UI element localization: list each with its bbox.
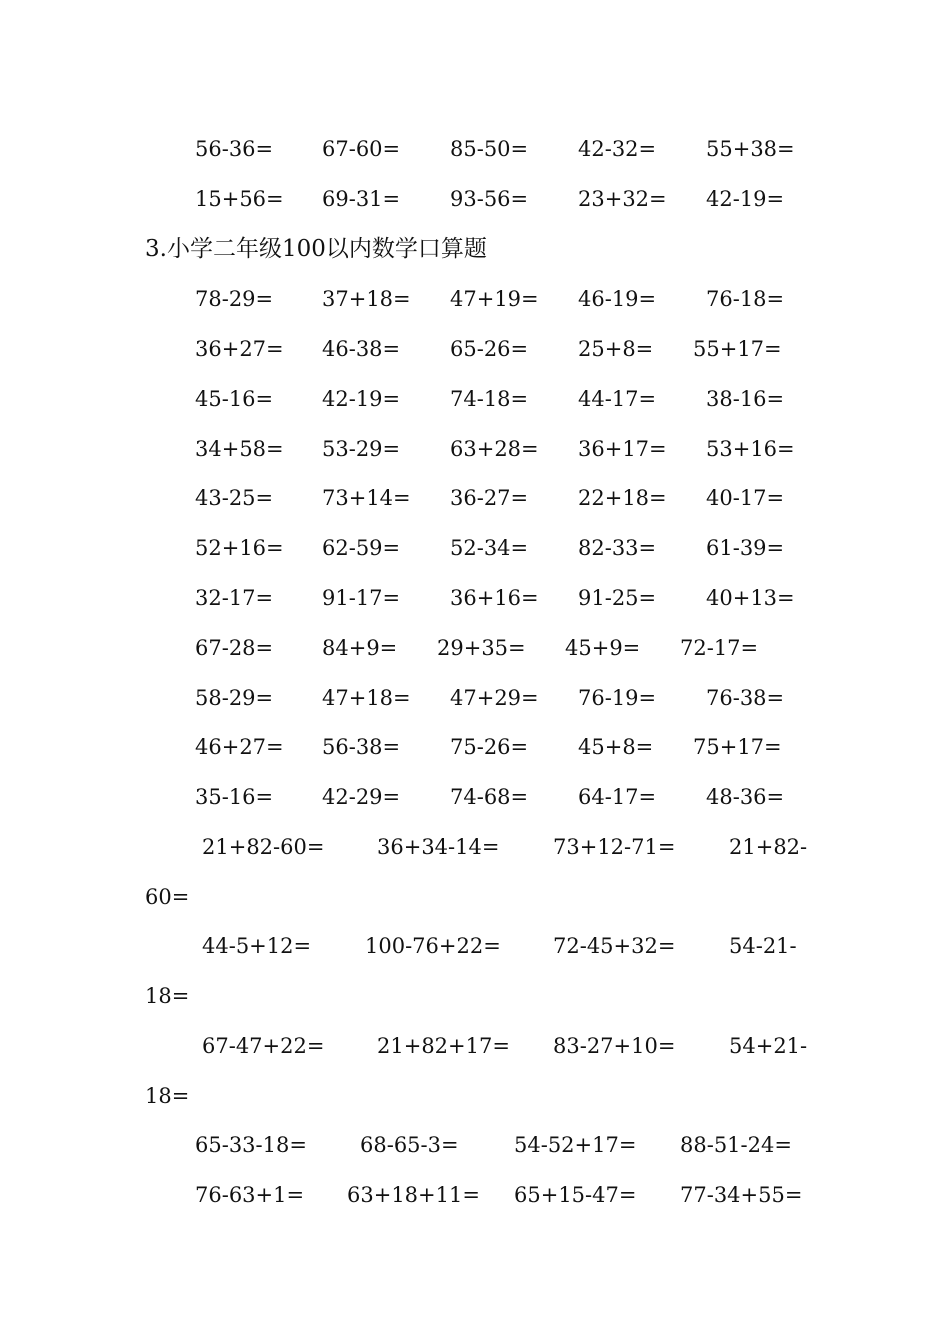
problem: 62-59= (322, 536, 401, 560)
problem: 56-36= (195, 137, 274, 161)
problem: 84+9= (322, 636, 398, 660)
problem: 52-34= (450, 536, 529, 560)
problem-row (0, 1180, 950, 1210)
problem: 48-36= (706, 785, 785, 809)
problem: 58-29= (195, 686, 274, 710)
problem: 54+21- (729, 1034, 808, 1058)
problem: 67-28= (195, 636, 274, 660)
problem-row (0, 184, 950, 214)
problem: 42-19= (322, 387, 401, 411)
problem: 32-17= (195, 586, 274, 610)
problem: 29+35= (437, 636, 526, 660)
problem: 53+16= (706, 437, 795, 461)
problem-row (0, 1130, 950, 1160)
problem: 56-38= (322, 735, 401, 759)
problem: 63+28= (450, 437, 539, 461)
problem: 38-16= (706, 387, 785, 411)
problem: 53-29= (322, 437, 401, 461)
problem-row-wrap (0, 1081, 950, 1111)
problem: 78-29= (195, 287, 274, 311)
problem: 21+82+17= (377, 1034, 510, 1058)
problem: 47+29= (450, 686, 539, 710)
problem: 36+16= (450, 586, 539, 610)
section-heading: 3.小学二年级100以内数学口算题 (145, 236, 487, 262)
problem: 91-25= (578, 586, 657, 610)
problem: 21+82- (729, 835, 808, 859)
problem: 42-29= (322, 785, 401, 809)
problem-row (0, 1031, 950, 1061)
problem-row (0, 334, 950, 364)
problem: 55+38= (706, 137, 795, 161)
problem: 45+8= (578, 735, 654, 759)
problem: 74-18= (450, 387, 529, 411)
problem: 46-38= (322, 337, 401, 361)
problem: 82-33= (578, 536, 657, 560)
problem: 77-34+55= (680, 1183, 803, 1207)
problem: 34+58= (195, 437, 284, 461)
problem-row (0, 832, 950, 862)
problem: 63+18+11= (347, 1183, 480, 1207)
problem: 52+16= (195, 536, 284, 560)
problem-row (0, 483, 950, 513)
problem: 46+27= (195, 735, 284, 759)
problem-row (0, 284, 950, 314)
problem: 47+19= (450, 287, 539, 311)
problem: 25+8= (578, 337, 654, 361)
problem: 54-21- (729, 934, 797, 958)
problem-row (0, 583, 950, 613)
problem: 42-32= (578, 137, 657, 161)
problem: 67-60= (322, 137, 401, 161)
problem: 100-76+22= (365, 934, 501, 958)
problem-row (0, 533, 950, 563)
problem: 54-52+17= (514, 1133, 637, 1157)
problem: 45+9= (565, 636, 641, 660)
problem: 65+15-47= (514, 1183, 637, 1207)
problem: 40-17= (706, 486, 785, 510)
problem: 88-51-24= (680, 1133, 792, 1157)
problem: 55+17= (693, 337, 782, 361)
problem: 83-27+10= (553, 1034, 676, 1058)
problem: 72-45+32= (553, 934, 676, 958)
problem-row (0, 782, 950, 812)
problem: 72-17= (680, 636, 759, 660)
problem: 69-31= (322, 187, 401, 211)
problem: 91-17= (322, 586, 401, 610)
problem: 76-63+1= (195, 1183, 305, 1207)
problem: 75+17= (693, 735, 782, 759)
problem-continuation: 60= (145, 885, 190, 909)
problem: 76-18= (706, 287, 785, 311)
problem: 65-33-18= (195, 1133, 307, 1157)
problem-row (0, 134, 950, 164)
problem: 44-5+12= (202, 934, 312, 958)
problem: 37+18= (322, 287, 411, 311)
problem: 76-38= (706, 686, 785, 710)
problem-continuation: 18= (145, 1084, 190, 1108)
problem: 68-65-3= (360, 1133, 459, 1157)
problem: 93-56= (450, 187, 529, 211)
problem: 43-25= (195, 486, 274, 510)
problem: 44-17= (578, 387, 657, 411)
problem: 73+14= (322, 486, 411, 510)
problem: 36+27= (195, 337, 284, 361)
problem-row (0, 633, 950, 663)
problem-row (0, 732, 950, 762)
problem: 46-19= (578, 287, 657, 311)
problem-row (0, 434, 950, 464)
problem: 75-26= (450, 735, 529, 759)
problem: 36+17= (578, 437, 667, 461)
problem-continuation: 18= (145, 984, 190, 1008)
problem: 36+34-14= (377, 835, 500, 859)
problem: 73+12-71= (553, 835, 676, 859)
problem-row (0, 683, 950, 713)
problem: 74-68= (450, 785, 529, 809)
problem: 61-39= (706, 536, 785, 560)
problem: 47+18= (322, 686, 411, 710)
problem: 42-19= (706, 187, 785, 211)
problem-row-wrap (0, 882, 950, 912)
problem: 15+56= (195, 187, 284, 211)
problem: 35-16= (195, 785, 274, 809)
problem: 76-19= (578, 686, 657, 710)
problem: 85-50= (450, 137, 529, 161)
problem: 64-17= (578, 785, 657, 809)
problem: 21+82-60= (202, 835, 325, 859)
problem: 23+32= (578, 187, 667, 211)
problem: 36-27= (450, 486, 529, 510)
problem: 67-47+22= (202, 1034, 325, 1058)
problem: 22+18= (578, 486, 667, 510)
problem-row-wrap (0, 981, 950, 1011)
problem: 45-16= (195, 387, 274, 411)
problem: 65-26= (450, 337, 529, 361)
problem-row (0, 931, 950, 961)
problem-row (0, 384, 950, 414)
problem: 40+13= (706, 586, 795, 610)
